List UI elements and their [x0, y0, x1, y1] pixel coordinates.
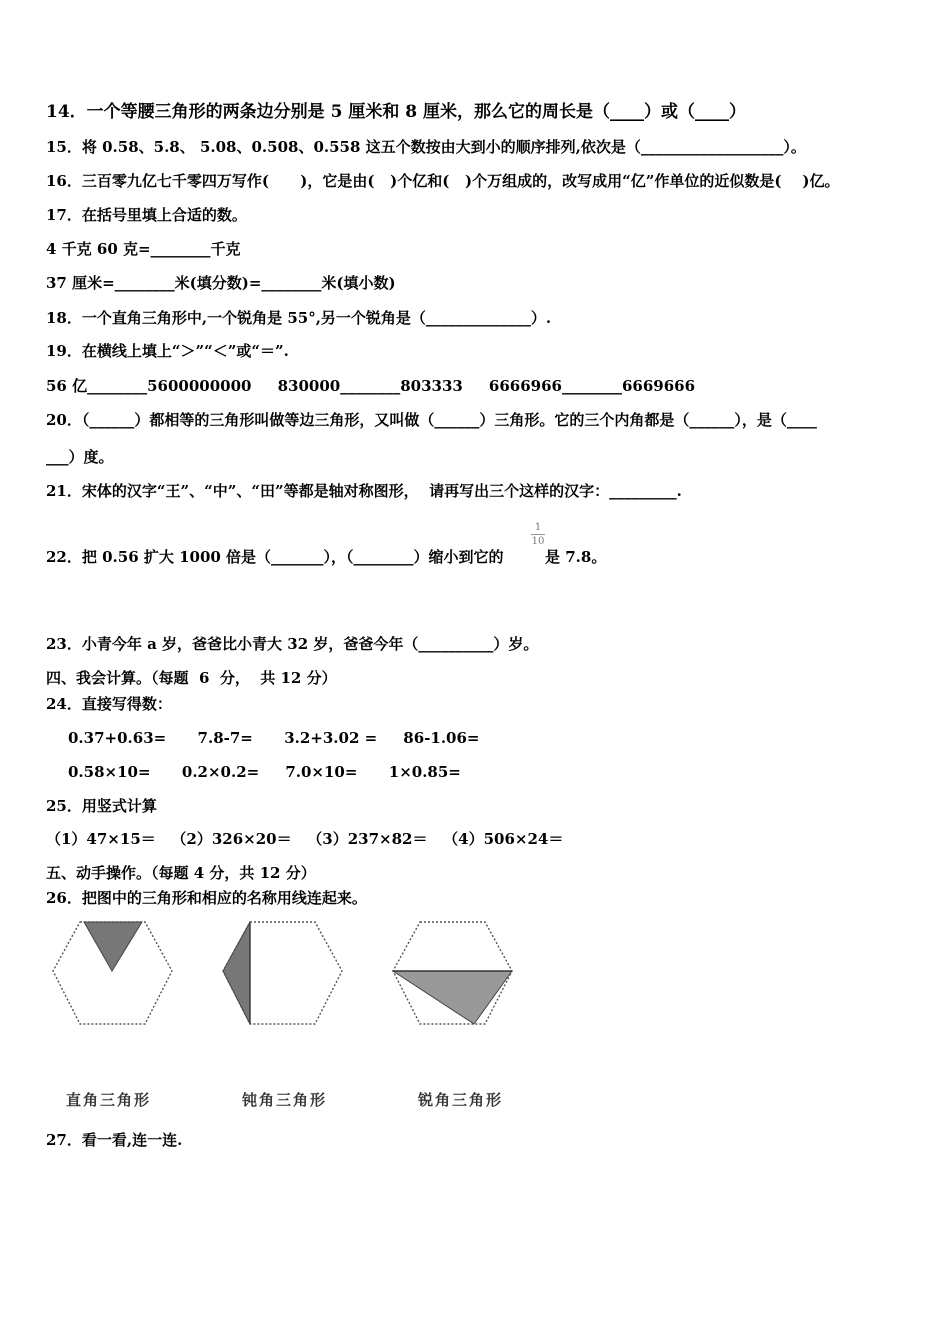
fraction-bar — [531, 534, 545, 535]
section-5-heading: 五、动手操作。（每题 4 分，共 12 分） — [46, 864, 316, 882]
question-24-row2: 0.58×10= 0.2×0.2= 7.0×10= 1×0.85= — [68, 763, 461, 781]
question-17-a: 4 千克 60 克=________千克 — [46, 240, 241, 258]
question-19: 19．在横线上填上“＞”“＜”或“＝”. — [46, 342, 289, 360]
question-24-row1: 0.37+0.63= 7.8-7= 3.2+3.02 = 86-1.06= — [68, 729, 480, 747]
question-20-line1: 20．（______）都相等的三角形叫做等边三角形，又叫做（______）三角形。它的三个内角都是（______），是（____ — [46, 411, 817, 429]
fraction-numerator: 1 — [534, 522, 542, 533]
label-acute-triangle: 锐角三角形 — [418, 1091, 504, 1109]
question-18: 18．一个直角三角形中,一个锐角是 55°,另一个锐角是（______________）. — [46, 309, 552, 327]
question-20-line2: ___）度。 — [46, 448, 114, 466]
question-25-items: （1）47×15＝ （2）326×20＝ （3）237×82＝ （4）506×24＝ — [46, 830, 564, 848]
question-25: 25．用竖式计算 — [46, 797, 157, 815]
question-19-items: 56 亿________5600000000 830000________803333 6666966________6669666 — [46, 377, 696, 395]
question-27: 27．看一看,连一连. — [46, 1131, 183, 1149]
label-obtuse-triangle: 钝角三角形 — [242, 1091, 328, 1109]
question-17-b: 37 厘米=________米(填分数)=________米(填小数) — [46, 274, 396, 292]
question-15: 15．将 0.58、5.8、 5.08、0.508、0.558 这五个数按由大到小的顺序排列,依次是（___________________）。 — [46, 138, 806, 156]
fraction-one-tenth — [531, 522, 545, 547]
question-14: 14．一个等腰三角形的两条边分别是 5 厘米和 8 厘米，那么它的周长是（____）或（____） — [46, 102, 746, 122]
label-right-triangle: 直角三角形 — [66, 1091, 152, 1109]
hexagon-figure-2 — [220, 918, 345, 1028]
question-26: 26．把图中的三角形和相应的名称用线连起来。 — [46, 889, 367, 907]
question-23: 23．小青今年 a 岁，爸爸比小青大 32 岁，爸爸今年（__________）岁。 — [46, 635, 539, 653]
question-16: 16．三百零九亿七千零四万写作( )，它是由( )个亿和( )个万组成的，改写成用“亿”作单位的近似数是( )亿。 — [46, 172, 840, 190]
fraction-denominator: 10 — [531, 536, 545, 547]
question-22-a: 22．把 0.56 扩大 1000 倍是（_______），（________）缩小到它的 — [46, 548, 504, 566]
section-4-heading: 四、我会计算。（每题 6 分， 共 12 分） — [46, 669, 337, 687]
question-21: 21．宋体的汉字“王”、“中”、“田”等都是轴对称图形， 请再写出三个这样的汉字：_________. — [46, 482, 682, 500]
question-24: 24．直接写得数： — [46, 695, 172, 713]
question-22-b: 是 7.8。 — [545, 548, 607, 566]
hexagon-figure-1 — [50, 918, 175, 1028]
question-17: 17．在括号里填上合适的数。 — [46, 206, 247, 224]
hexagon-figure-3 — [390, 918, 515, 1028]
